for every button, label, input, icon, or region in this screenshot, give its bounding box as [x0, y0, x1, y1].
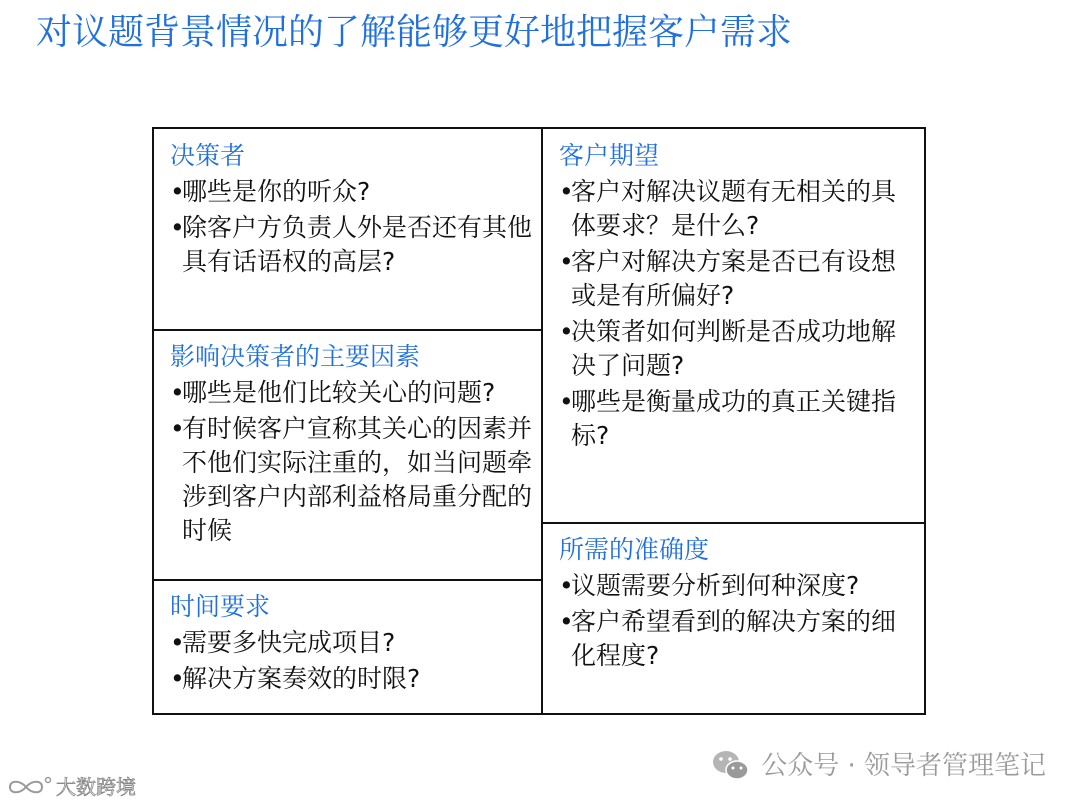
bullet: • — [559, 177, 574, 206]
time-requirements-list — [170, 626, 540, 696]
bullet: • — [170, 628, 185, 657]
list-item-text: 客户希望看到的解决方案的细化程度? — [571, 607, 897, 670]
list-item — [170, 175, 540, 209]
footer-brand-text: 公众号 · 领导者管理笔记 — [761, 751, 1046, 781]
list-item-text: 解决方案奏效的时限? — [182, 664, 421, 693]
influencing-factors-cell — [170, 340, 540, 548]
list-item — [559, 315, 899, 383]
list-item — [559, 245, 899, 313]
bullet: • — [170, 213, 185, 242]
time-requirements-cell — [170, 590, 540, 696]
required-accuracy-list — [559, 569, 899, 673]
list-item — [170, 626, 540, 660]
grid-divider-right — [543, 522, 926, 524]
grid-vertical-divider — [541, 129, 543, 713]
list-item-text: 需要多快完成项目? — [182, 628, 396, 657]
list-item-text: 哪些是衡量成功的真正关键指标? — [571, 387, 897, 450]
corner-watermark-text: 大数跨境 — [56, 775, 136, 799]
bullet: • — [170, 664, 185, 693]
page-title: 对议题背景情况的了解能够更好地把握客户需求 — [36, 12, 793, 53]
bullet: • — [170, 378, 185, 407]
list-item-text: 议题需要分析到何种深度? — [571, 571, 860, 600]
required-accuracy-cell — [559, 533, 899, 673]
infinity-logo-icon — [4, 774, 52, 800]
influencing-factors-heading: 影响决策者的主要因素 — [170, 342, 421, 371]
grid-divider-left-2 — [154, 579, 541, 581]
list-item-text: 决策者如何判断是否成功地解决了问题? — [571, 317, 897, 380]
bullet: • — [559, 247, 574, 276]
list-item — [559, 605, 899, 673]
client-expectations-cell — [559, 139, 899, 453]
list-item — [170, 211, 540, 279]
list-item — [559, 385, 899, 453]
time-requirements-heading: 时间要求 — [170, 592, 271, 621]
required-accuracy-heading: 所需的准确度 — [559, 535, 710, 564]
bullet: • — [170, 177, 185, 206]
bullet: • — [559, 317, 574, 346]
decision-makers-heading: 决策者 — [170, 141, 246, 170]
decision-makers-list — [170, 175, 540, 279]
footer-brand — [711, 748, 1046, 784]
influencing-factors-list — [170, 376, 540, 548]
client-expectations-heading: 客户期望 — [559, 141, 660, 170]
list-item — [170, 412, 540, 548]
client-expectations-list — [559, 175, 899, 453]
bullet: • — [559, 387, 574, 416]
bullet: • — [559, 571, 574, 600]
corner-watermark — [4, 773, 136, 801]
requirements-grid — [152, 127, 926, 715]
decision-makers-cell — [170, 139, 540, 279]
list-item-text: 客户对解决议题有无相关的具体要求？是什么? — [571, 177, 897, 240]
list-item-text: 哪些是他们比较关心的问题? — [182, 378, 496, 407]
list-item-text: 除客户方负责人外是否还有其他具有话语权的高层? — [182, 213, 533, 276]
list-item-text: 有时候客户宣称其关心的因素并不他们实际注重的，如当问题牵涉到客户内部利益格局重分配的时候 — [182, 414, 533, 545]
list-item-text: 哪些是你的听众? — [182, 177, 371, 206]
list-item-text: 客户对解决方案是否已有设想或是有所偏好? — [571, 247, 897, 310]
bullet: • — [170, 414, 185, 443]
list-item — [559, 569, 899, 603]
grid-divider-left-1 — [154, 329, 541, 331]
wechat-icon — [711, 748, 751, 784]
list-item — [170, 376, 540, 410]
list-item — [170, 662, 540, 696]
list-item — [559, 175, 899, 243]
bullet: • — [559, 607, 574, 636]
